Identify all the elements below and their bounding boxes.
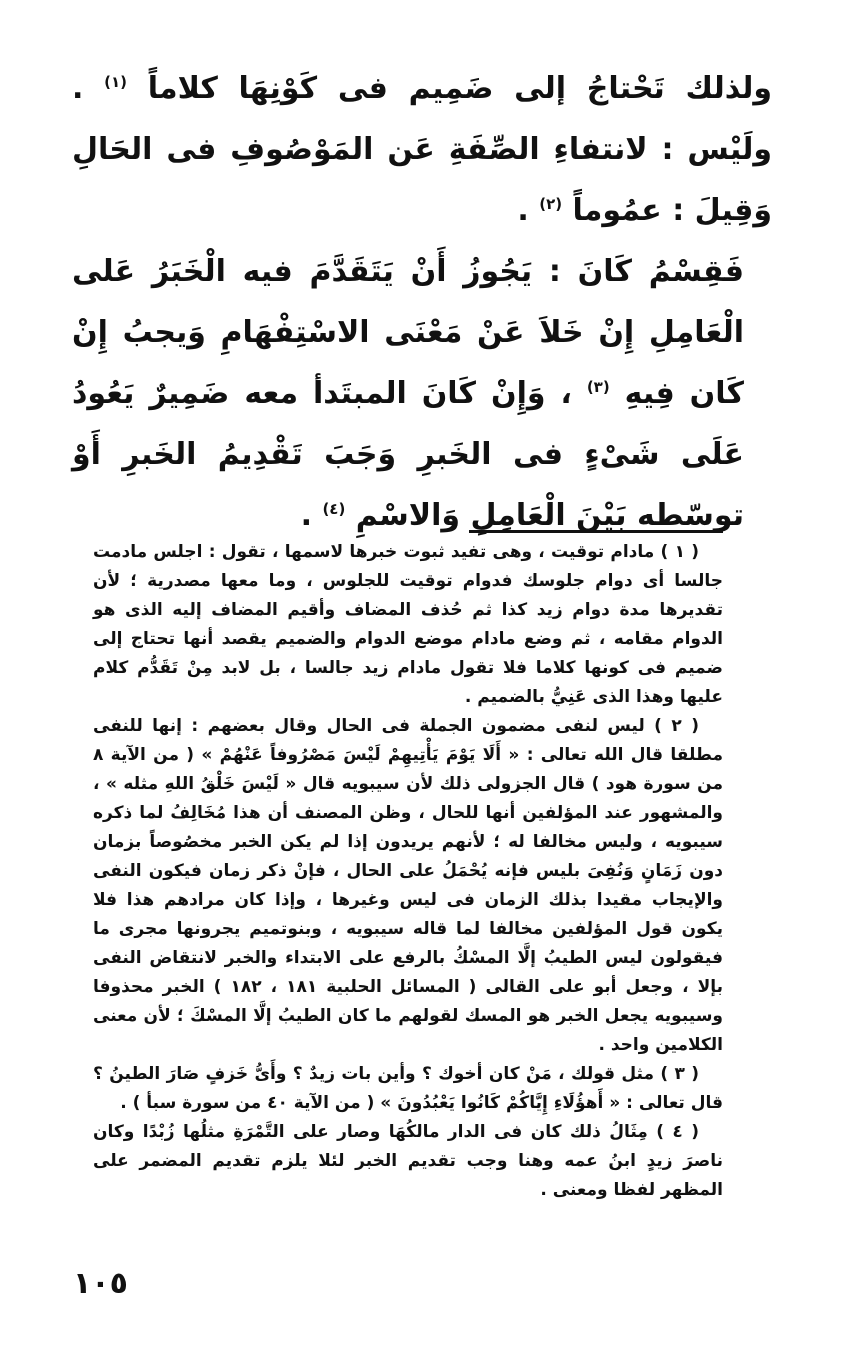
main-paragraph-1-text-c: . (517, 193, 529, 228)
main-paragraph-1-text-a: ولذلك تَحْتاجُ إلى ضَمِيم فى كَوْنِهَا كلاماً (147, 71, 772, 106)
footnote-2: ( ٢ ) ليس لنفى مضمون الجملة فى الحال وقال بعضهم : إنها للنفى مطلقا قال الله تعالى : « أَلَا يَوْمَ يَأْتِيهِمْ لَيْسَ مَصْرُوفاً عَنْهُمْ » ( من الآية ٨ من سورة هود ) قال الجزولى ذلك لأن سيبويه قال « لَيْسَ خَلْقُ اللهِ مثله » ، والمشهور عند المؤلفين أنها للحال ، وظن المصنف أن هذا مُخَالِفُ لما ذكره سيبويه ، وليس مخالفا له ؛ لأنهم يريدون إذا لم يكن الخبر مخصُوصاً بزمان دون زَمَانٍ وَنُفِىَ بليس فإنه يُحْمَلُ على الحال ، فإنْ ذكر زمان فيكون النفى والإيجاب مقيدا بذلك الزمان فى ليس وغيرها ، وإذا كان مرادهم هذا فلا يكون قول المؤلفين مخالفا لما قاله سيبويه ، وبنوتميم يجرونها مجرى ما فيقولون ليس الطيبُ إلَّا المسْكُ بالرفع على الابتداء والخبر لانتقاض النفى بإلا ، وجعل أبو على القالى ( المسائل الحلبية ١٨١ ، ١٨٢ ) الخبر محذوفا وسيبويه يجعل الخبر هو المسك لقولهم ما كان الطيبُ إلَّا المسْكَ ؛ لأن معنى الكلامين واحد . (93, 716, 723, 1055)
page-number: ١٠٥ (73, 1266, 128, 1301)
footnote-ref-3: (٣) (586, 378, 610, 396)
main-paragraph-2-text-c: . (300, 498, 312, 533)
footnote-ref-1: (١) (104, 73, 128, 91)
footnote-ref-4: (٤) (322, 500, 346, 518)
main-paragraph-2 (72, 241, 772, 546)
footnote-separator (469, 530, 723, 533)
footnotes-section (93, 538, 723, 1205)
main-paragraph-1-text-b: . ولَيْس : لانتفاءِ الصِّفَةِ عَن المَوْصُوفِ فى الحَالِ وَقِيلَ : عمُوماً (72, 71, 772, 228)
footnote-4: ( ٤ ) مِثَالُ ذلك كان فى الدار مالكُهَا وصار على التَّمْرَةِ مثلُها زُبْدًا وكان ناصرَ زيدٍ ابنُ عمه وهنا وجب تقديم الخبر لئلا يلزم تقديم المضمر على المظهر لفظا ومعنى . (93, 1122, 723, 1200)
main-paragraph-2-text-a: فَقِسْمُ كَانَ : يَجُوزُ أَنْ يَتَقَدَّمَ فيه الْخَبَرُ عَلى الْعَامِلِ إِنْ خَلاَ عَنْ مَعْنَى الاسْتِفْهَامِ وَيجبُ إِنْ كَان فِيهِ (72, 254, 744, 411)
main-text (72, 58, 772, 546)
footnote-1: ( ١ ) مادام توقيت ، وهى تفيد ثبوت خبرها لاسمها ، تقول : اجلس مادمت جالسا أى دوام جلوسك فدوام توقيت للجلوس ، وما معها مصدرية ؛ لأن تقديرها مدة دوام زيد كذا ثم حُذف المضاف وأقيم المضاف إليه الذى هو الدوام مقامه ، ثم وضع مادام موضع الدوام والضميم يقصد أنها تحتاج إلى ضميم فى كونها كلاما فلا تقول مادام زيد جالسا ، بل لابد مِنْ تَقَدُّم كلام عليها وهذا الذى عَنِيُّ بالضميم . (93, 542, 723, 707)
footnote-ref-2: (٢) (539, 195, 563, 213)
main-paragraph-2-text-b: ، وَإِنْ كَانَ المبتَدأ معه ضَمِيرٌ يَعُودُ عَلَى شَىْءٍ فى الخَبرِ وَجَبَ تَقْدِيمُ الخَبرِ أَوْ توسّطه بَيْنَ الْعَامِلِ وَالاسْمِ (72, 376, 744, 533)
footnote-3: ( ٣ ) مثل قولك ، مَنْ كان أخوك ؟ وأين بات زيدٌ ؟ وأَىُّ خَزفٍ صَارَ الطينُ ؟ قال تعالى : « أَهؤُلَاءِ إِيَّاكُمْ كَانُوا يَعْبُدُونَ » ( من الآية ٤٠ من سورة سبأ ) . (93, 1064, 723, 1113)
main-paragraph-1 (72, 58, 772, 241)
